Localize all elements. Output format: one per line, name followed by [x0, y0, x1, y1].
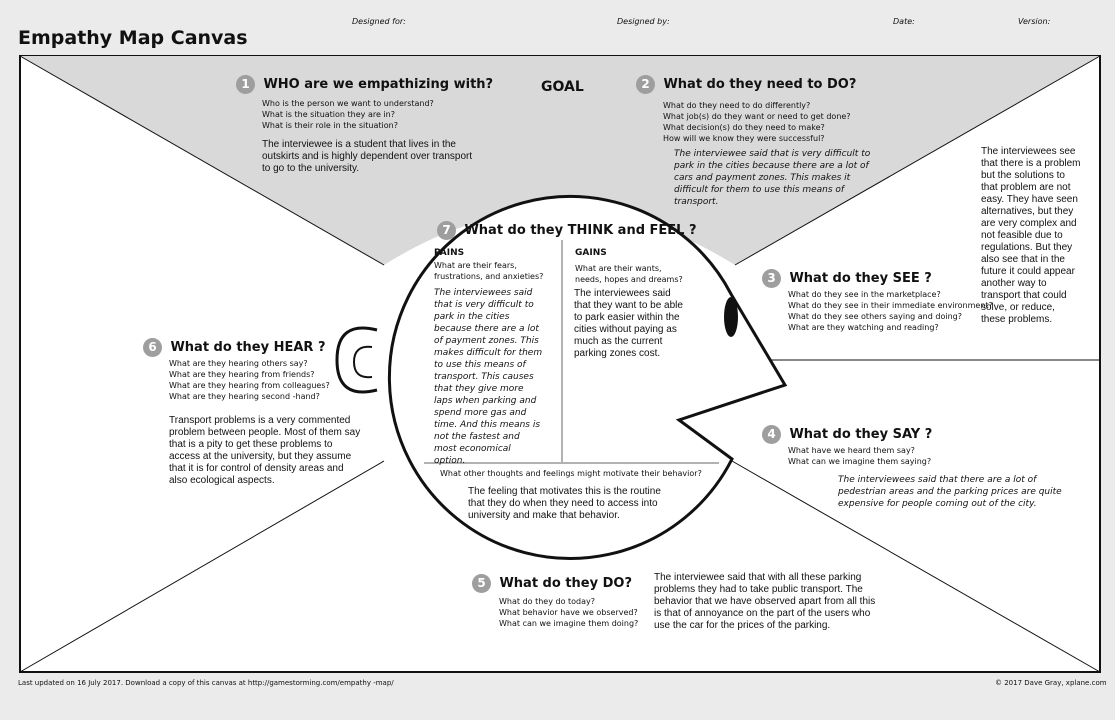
hear-answer: Transport problems is a very commented problem between people. Most of them say that is a pity to get these problems to access at the university, but they assume that it is for control of density areas and also ecological aspects.	[169, 415, 361, 486]
say-answer: The interviewees said that there are a lot of pedestrian areas and the parking prices are quite expensive for people coming out of the city.	[838, 475, 1062, 509]
footer-updated-text: Last updated on 16 July 2017. Download a copy of this canvas at http://gamestorming.com/empathy -map/	[18, 679, 394, 687]
hear-questions	[169, 358, 330, 402]
question: What are they hearing from colleagues?	[169, 381, 330, 390]
section-say	[762, 425, 932, 444]
question: What are they hearing second -hand?	[169, 392, 320, 401]
section-who	[236, 75, 493, 94]
question: What do they do today?	[499, 597, 595, 606]
question: frustrations, and anxieties?	[434, 272, 544, 281]
section-think-feel	[437, 221, 697, 240]
need-to-do-questions	[663, 100, 851, 144]
section-title: What do they DO?	[499, 576, 632, 591]
section-number-badge: 2	[636, 75, 655, 94]
date-label: Date:	[893, 17, 915, 26]
question: Who is the person we want to understand?	[262, 99, 434, 108]
question: What are their wants,	[575, 264, 662, 273]
section-number-badge: 6	[143, 338, 162, 357]
gains-answer: The interviewees said that they want to be able to park easier within the cities without paying as much as the current parking zones cost.	[574, 288, 683, 359]
section-number-badge: 5	[472, 574, 491, 593]
question: What are they watching and reading?	[788, 323, 939, 332]
see-answer: The interviewees see that there is a problem but the solutions to that problem are not easy. They have seen alternatives, but they are very complex and not feasible due to regulations. But they also see that in the future it could appear another way to transport that could solve, or reduce, these problems.	[981, 146, 1081, 325]
say-questions	[788, 445, 931, 467]
section-title: WHO are we empathizing with?	[263, 77, 494, 92]
pains-questions	[434, 260, 543, 282]
do-questions	[499, 596, 638, 629]
version-label: Version:	[1018, 17, 1051, 26]
question: What can we imagine them doing?	[499, 619, 639, 628]
other-thoughts-question: What other thoughts and feelings might motivate their behavior?	[440, 469, 702, 478]
question: What have we heard them say?	[788, 446, 915, 455]
who-answer: The interviewee is a student that lives in the outskirts and is highly dependent over transport to go to the university.	[262, 139, 473, 174]
question: What can we imagine them saying?	[788, 457, 932, 466]
designed-by-label: Designed by:	[617, 17, 670, 26]
question: What is their role in the situation?	[262, 121, 398, 130]
section-title: What do they HEAR ?	[170, 340, 326, 355]
section-title: What do they THINK and FEEL ?	[464, 223, 697, 238]
eye-shape	[724, 297, 738, 337]
question: What do they see others saying and doing?	[788, 312, 962, 321]
question: How will we know they were successful?	[663, 134, 825, 143]
section-need-to-do	[636, 75, 856, 94]
question: What do they need to do differently?	[663, 101, 811, 110]
section-number-badge: 7	[437, 221, 456, 240]
question: What do they see in their immediate environment?	[788, 301, 993, 310]
do-answer: The interviewee said that with all these parking problems they had to take public transport. The behavior that we have observed apart from all this is that of annoyance on the part of the users who use the car for the prices of the parking.	[654, 572, 876, 631]
question: What are they hearing from friends?	[169, 370, 315, 379]
page-title: Empathy Map Canvas	[18, 27, 248, 49]
section-number-badge: 3	[762, 269, 781, 288]
question: What decision(s) do they need to make?	[663, 123, 825, 132]
ear-shape	[337, 328, 377, 392]
question: needs, hopes and dreams?	[575, 275, 683, 284]
section-number-badge: 4	[762, 425, 781, 444]
who-questions	[262, 98, 434, 131]
footer-copyright: © 2017 Dave Gray, xplane.com	[995, 679, 1107, 687]
gains-questions	[575, 263, 683, 285]
section-number-badge: 1	[236, 75, 255, 94]
see-questions	[788, 289, 993, 333]
question: What behavior have we observed?	[499, 608, 638, 617]
section-do	[472, 574, 632, 593]
section-title: What do they SEE ?	[789, 271, 932, 286]
question: What is the situation they are in?	[262, 110, 395, 119]
question: What job(s) do they want or need to get done?	[663, 112, 851, 121]
section-hear	[143, 338, 326, 357]
question: What are they hearing others say?	[169, 359, 308, 368]
gains-title: GAINS	[575, 248, 607, 258]
pains-answer: The interviewees said that is very difficult to park in the cities because there are a lot of payment zones. This makes difficult for them to use this means of transport. This causes that they give more laps when parking and spend more gas and time. And this means is not the fastest and most economical option.	[434, 288, 543, 466]
question: What do they see in the marketplace?	[788, 290, 941, 299]
section-title: What do they SAY ?	[789, 427, 933, 442]
need-to-do-answer: The interviewee said that is very difficult to park in the cities because there are a lot of cars and payment zones. This makes it difficult for them to use this means of transport.	[674, 149, 871, 207]
other-thoughts-answer: The feeling that motivates this is the routine that they do when they need to access into university and make that behavior.	[468, 486, 661, 521]
question: What are their fears,	[434, 261, 517, 270]
goal-label: GOAL	[541, 79, 584, 95]
pains-title: PAINS	[434, 248, 465, 258]
section-title: What do they need to DO?	[663, 77, 857, 92]
designed-for-label: Designed for:	[352, 17, 406, 26]
section-see	[762, 269, 932, 288]
